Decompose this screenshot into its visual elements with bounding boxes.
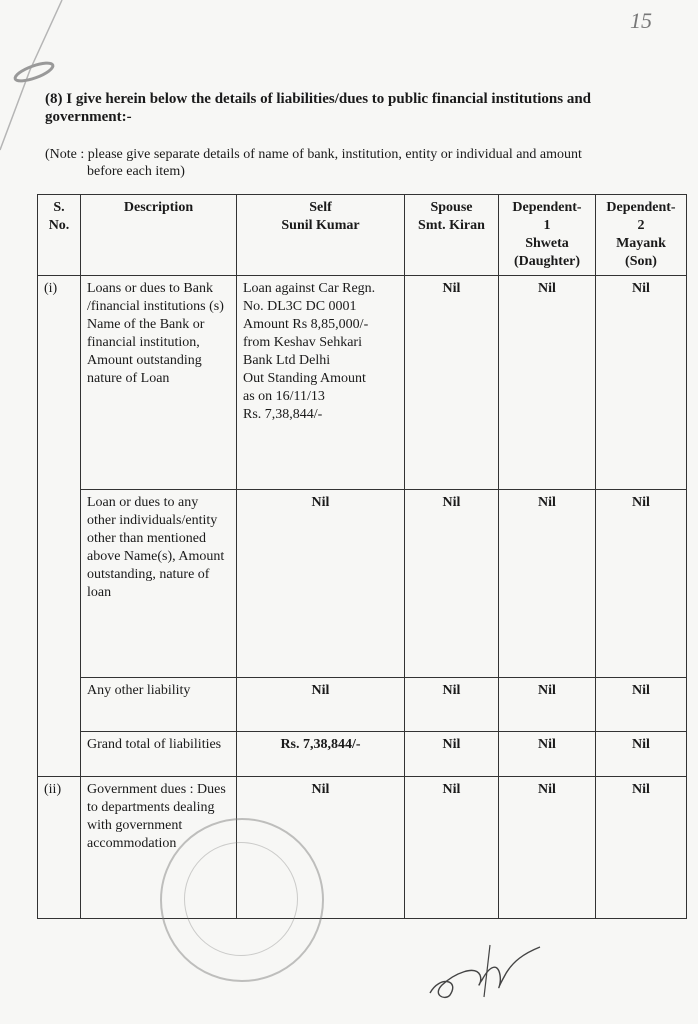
row-dep1-value: Nil bbox=[499, 777, 596, 919]
row-description: Loans or dues to Bank /financial institutions (s) Name of the Bank or financial institution, Amount outstanding nature of Loan bbox=[81, 276, 237, 490]
signature bbox=[420, 935, 550, 1005]
header-self-line: Sunil Kumar bbox=[281, 218, 360, 233]
header-spouse bbox=[405, 195, 499, 276]
self-line: as on 16/11/13 bbox=[243, 389, 325, 404]
row-spouse-value: Nil bbox=[405, 276, 499, 490]
row-description: Grand total of liabilities bbox=[81, 732, 237, 777]
section-heading: (8) I give herein below the details of liabilities/dues to public financial institutions and government:- bbox=[45, 91, 592, 125]
row-self-value: Rs. 7,38,844/- bbox=[237, 732, 405, 777]
header-dep2-line: Dependent- bbox=[606, 200, 676, 215]
row-dep1-value: Nil bbox=[499, 678, 596, 732]
row-spouse-value: Nil bbox=[405, 490, 499, 678]
table-header-row bbox=[38, 195, 687, 276]
self-line: Amount Rs 8,85,000/- bbox=[243, 317, 369, 332]
header-dep1-line: Dependent- bbox=[512, 200, 582, 215]
row-sno: (i) bbox=[38, 276, 81, 777]
row-spouse-value: Nil bbox=[405, 678, 499, 732]
header-dependent-2 bbox=[596, 195, 687, 276]
page-number: 15 bbox=[630, 8, 652, 33]
self-line: Out Standing Amount bbox=[243, 371, 366, 386]
table-row bbox=[38, 276, 687, 490]
notary-stamp-inner-ring bbox=[184, 842, 298, 956]
row-sno: (ii) bbox=[38, 777, 81, 919]
header-spouse-line: Smt. Kiran bbox=[418, 218, 485, 233]
header-dep2-line: 2 bbox=[637, 218, 645, 233]
row-dep2-value: Nil bbox=[596, 732, 687, 777]
note-line-1: (Note : please give separate details of name of bank, institution, entity or individual and amount bbox=[45, 147, 582, 162]
header-spouse-line: Spouse bbox=[430, 200, 473, 215]
row-self-value: Nil bbox=[237, 777, 405, 919]
row-description: Loan or dues to any other individuals/entity other than mentioned above Name(s), Amount outstanding, nature of loan bbox=[81, 490, 237, 678]
header-self bbox=[237, 195, 405, 276]
row-self-value bbox=[237, 276, 405, 490]
row-self-value: Nil bbox=[237, 490, 405, 678]
table-row bbox=[38, 777, 687, 919]
row-dep1-value: Nil bbox=[499, 276, 596, 490]
header-dep2-line: Mayank bbox=[616, 236, 666, 251]
row-spouse-value: Nil bbox=[405, 777, 499, 919]
row-description: Government dues : Dues to departments dealing with government accommodation bbox=[81, 777, 237, 919]
header-description: Description bbox=[81, 195, 237, 276]
header-dep2-line: (Son) bbox=[625, 254, 657, 269]
header-self-line: Self bbox=[309, 200, 332, 215]
row-spouse-value: Nil bbox=[405, 732, 499, 777]
row-dep1-value: Nil bbox=[499, 490, 596, 678]
row-dep2-value: Nil bbox=[596, 678, 687, 732]
self-line: Bank Ltd Delhi bbox=[243, 353, 331, 368]
table-row bbox=[38, 678, 687, 732]
notary-stamp bbox=[160, 818, 324, 982]
self-line: No. DL3C DC 0001 bbox=[243, 299, 357, 314]
note-text bbox=[45, 146, 675, 180]
self-line: Loan against Car Regn. bbox=[243, 281, 376, 296]
note-line-2: before each item) bbox=[87, 164, 185, 179]
header-dep1-line: Shweta bbox=[525, 236, 569, 251]
liabilities-table bbox=[37, 194, 687, 919]
self-line: Rs. 7,38,844/- bbox=[243, 407, 323, 422]
header-dependent-1 bbox=[499, 195, 596, 276]
row-description: Any other liability bbox=[81, 678, 237, 732]
header-dep1-line: (Daughter) bbox=[513, 254, 581, 269]
row-dep1-value: Nil bbox=[499, 732, 596, 777]
table-row bbox=[38, 490, 687, 678]
self-line: from Keshav Sehkari bbox=[243, 335, 362, 350]
table-row bbox=[38, 732, 687, 777]
header-sno: S. No. bbox=[38, 195, 81, 276]
row-dep2-value: Nil bbox=[596, 490, 687, 678]
row-self-value: Nil bbox=[237, 678, 405, 732]
header-dep1-line: 1 bbox=[543, 218, 551, 233]
row-dep2-value: Nil bbox=[596, 777, 687, 919]
row-dep2-value: Nil bbox=[596, 276, 687, 490]
